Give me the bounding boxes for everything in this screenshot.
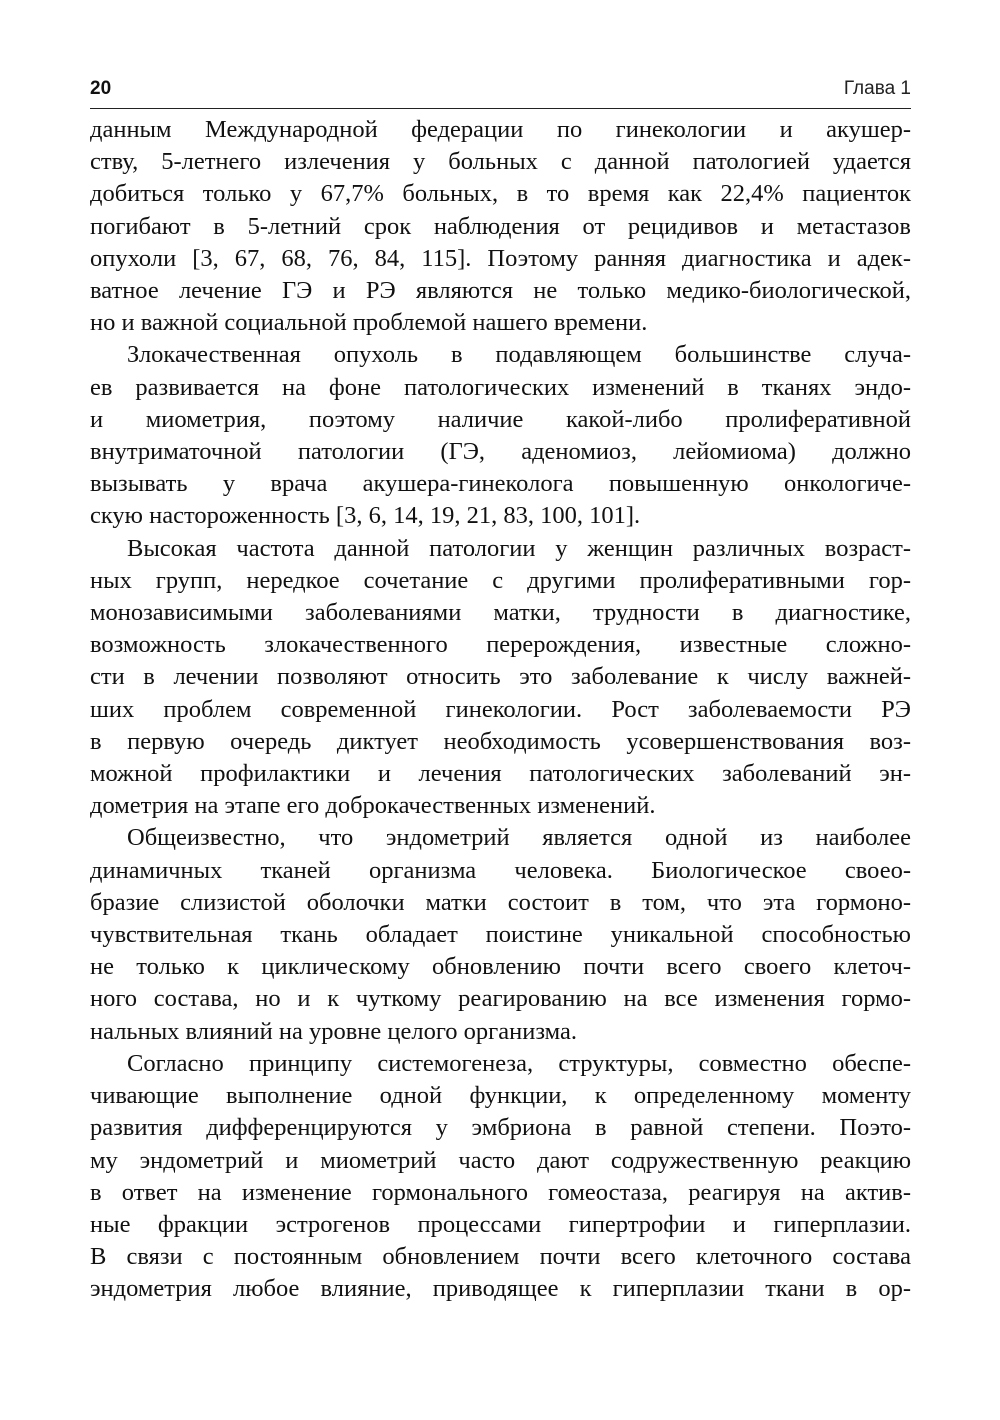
- paragraph: [90, 533, 911, 823]
- text-line: данным Международной федерации по гинекологии и акушер-: [90, 116, 911, 143]
- text-line: чувствительная ткань обладает поистине уникальной способностью: [90, 921, 911, 949]
- text-line: но и важной социальной проблемой нашего времени.: [90, 309, 648, 337]
- text-line: возможность злокачественного перерождения, известные сложно-: [90, 631, 911, 659]
- text-line: ству, 5-летнего излечения у больных с данной патологией удается: [90, 148, 911, 176]
- text-line: бразие слизистой оболочки матки состоит в том, что эта гормоно-: [90, 888, 911, 916]
- text-line: ших проблем современной гинекологии. Рост заболеваемости РЭ: [90, 695, 911, 723]
- text-line: в первую очередь диктует необходимость усовершенствования воз-: [90, 727, 911, 755]
- text-line: можной профилактики и лечения патологических заболеваний эн-: [90, 760, 911, 788]
- book-page: [90, 70, 911, 1306]
- text-line: вызывать у врача акушера-гинеколога повышенную онкологиче-: [90, 470, 911, 498]
- chapter-title: Глава 1: [843, 78, 911, 99]
- text-line: развития дифференцируются у эмбриона в равной степени. Поэто-: [90, 1114, 911, 1142]
- text-line: эндометрия любое влияние, приводящее к гиперплазии ткани в ор-: [90, 1275, 911, 1303]
- text-line: Согласно принципу системогенеза, структуры, совместно обеспе-: [127, 1049, 911, 1077]
- text-line: и миометрия, поэтому наличие какой-либо пролиферативной: [90, 405, 911, 433]
- text-line: ного состава, но и к чуткому реагированию на все изменения гормо-: [90, 985, 911, 1013]
- paragraph: [90, 1048, 911, 1306]
- text-line: динамичных тканей организма человека. Биологическое своео-: [90, 856, 911, 884]
- text-line: ев развивается на фоне патологических изменений в тканях эндо-: [90, 373, 911, 401]
- text-line: монозависимыми заболеваниями матки, трудности в диагностике,: [90, 599, 911, 627]
- text-line: не только к циклическому обновлению почти всего своего клеточ-: [90, 953, 911, 981]
- running-header: [90, 70, 911, 109]
- text-line: ных групп, нередкое сочетание с другими пролиферативными гор-: [90, 566, 911, 594]
- text-line: чивающие выполнение одной функции, к определенному моменту: [90, 1082, 911, 1110]
- text-line: му эндометрий и миометрий часто дают содружественную реакцию: [90, 1146, 911, 1174]
- text-line: погибают в 5-летний срок наблюдения от рецидивов и метастазов: [90, 212, 911, 240]
- paragraph: [90, 339, 911, 532]
- text-line: ватное лечение ГЭ и РЭ являются не только медико-биологической,: [90, 277, 911, 305]
- text-line: дометрия на этапе его доброкачественных изменений.: [90, 792, 656, 820]
- text-line: скую настороженность [3, 6, 14, 19, 21, 83, 100, 101].: [90, 502, 641, 530]
- text-line: в ответ на изменение гормонального гомеостаза, реагируя на актив-: [90, 1178, 911, 1206]
- text-line: добиться только у 67,7% больных, в то время как 22,4% пациенток: [90, 180, 911, 208]
- text-line: опухоли [3, 67, 68, 76, 84, 115]. Поэтому ранняя диагностика и адек-: [90, 244, 911, 272]
- text-line: нальных влияний на уровне целого организма.: [90, 1017, 577, 1045]
- page-number: 20: [90, 78, 112, 99]
- body-text: [90, 114, 911, 1306]
- text-line: внутриматочной патологии (ГЭ, аденомиоз, лейомиома) должно: [90, 438, 911, 466]
- text-line: Высокая частота данной патологии у женщин различных возраст-: [127, 534, 911, 562]
- text-line: ные фракции эстрогенов процессами гипертрофии и гиперплазии.: [90, 1210, 911, 1238]
- paragraph: [90, 114, 911, 339]
- paragraph: [90, 822, 911, 1047]
- text-line: Общеизвестно, что эндометрий является одной из наиболее: [127, 824, 911, 852]
- text-line: Злокачественная опухоль в подавляющем большинстве случа-: [127, 341, 911, 369]
- text-line: В связи с постоянным обновлением почти всего клеточного состава: [90, 1243, 911, 1271]
- text-line: сти в лечении позволяют относить это заболевание к числу важней-: [90, 663, 911, 691]
